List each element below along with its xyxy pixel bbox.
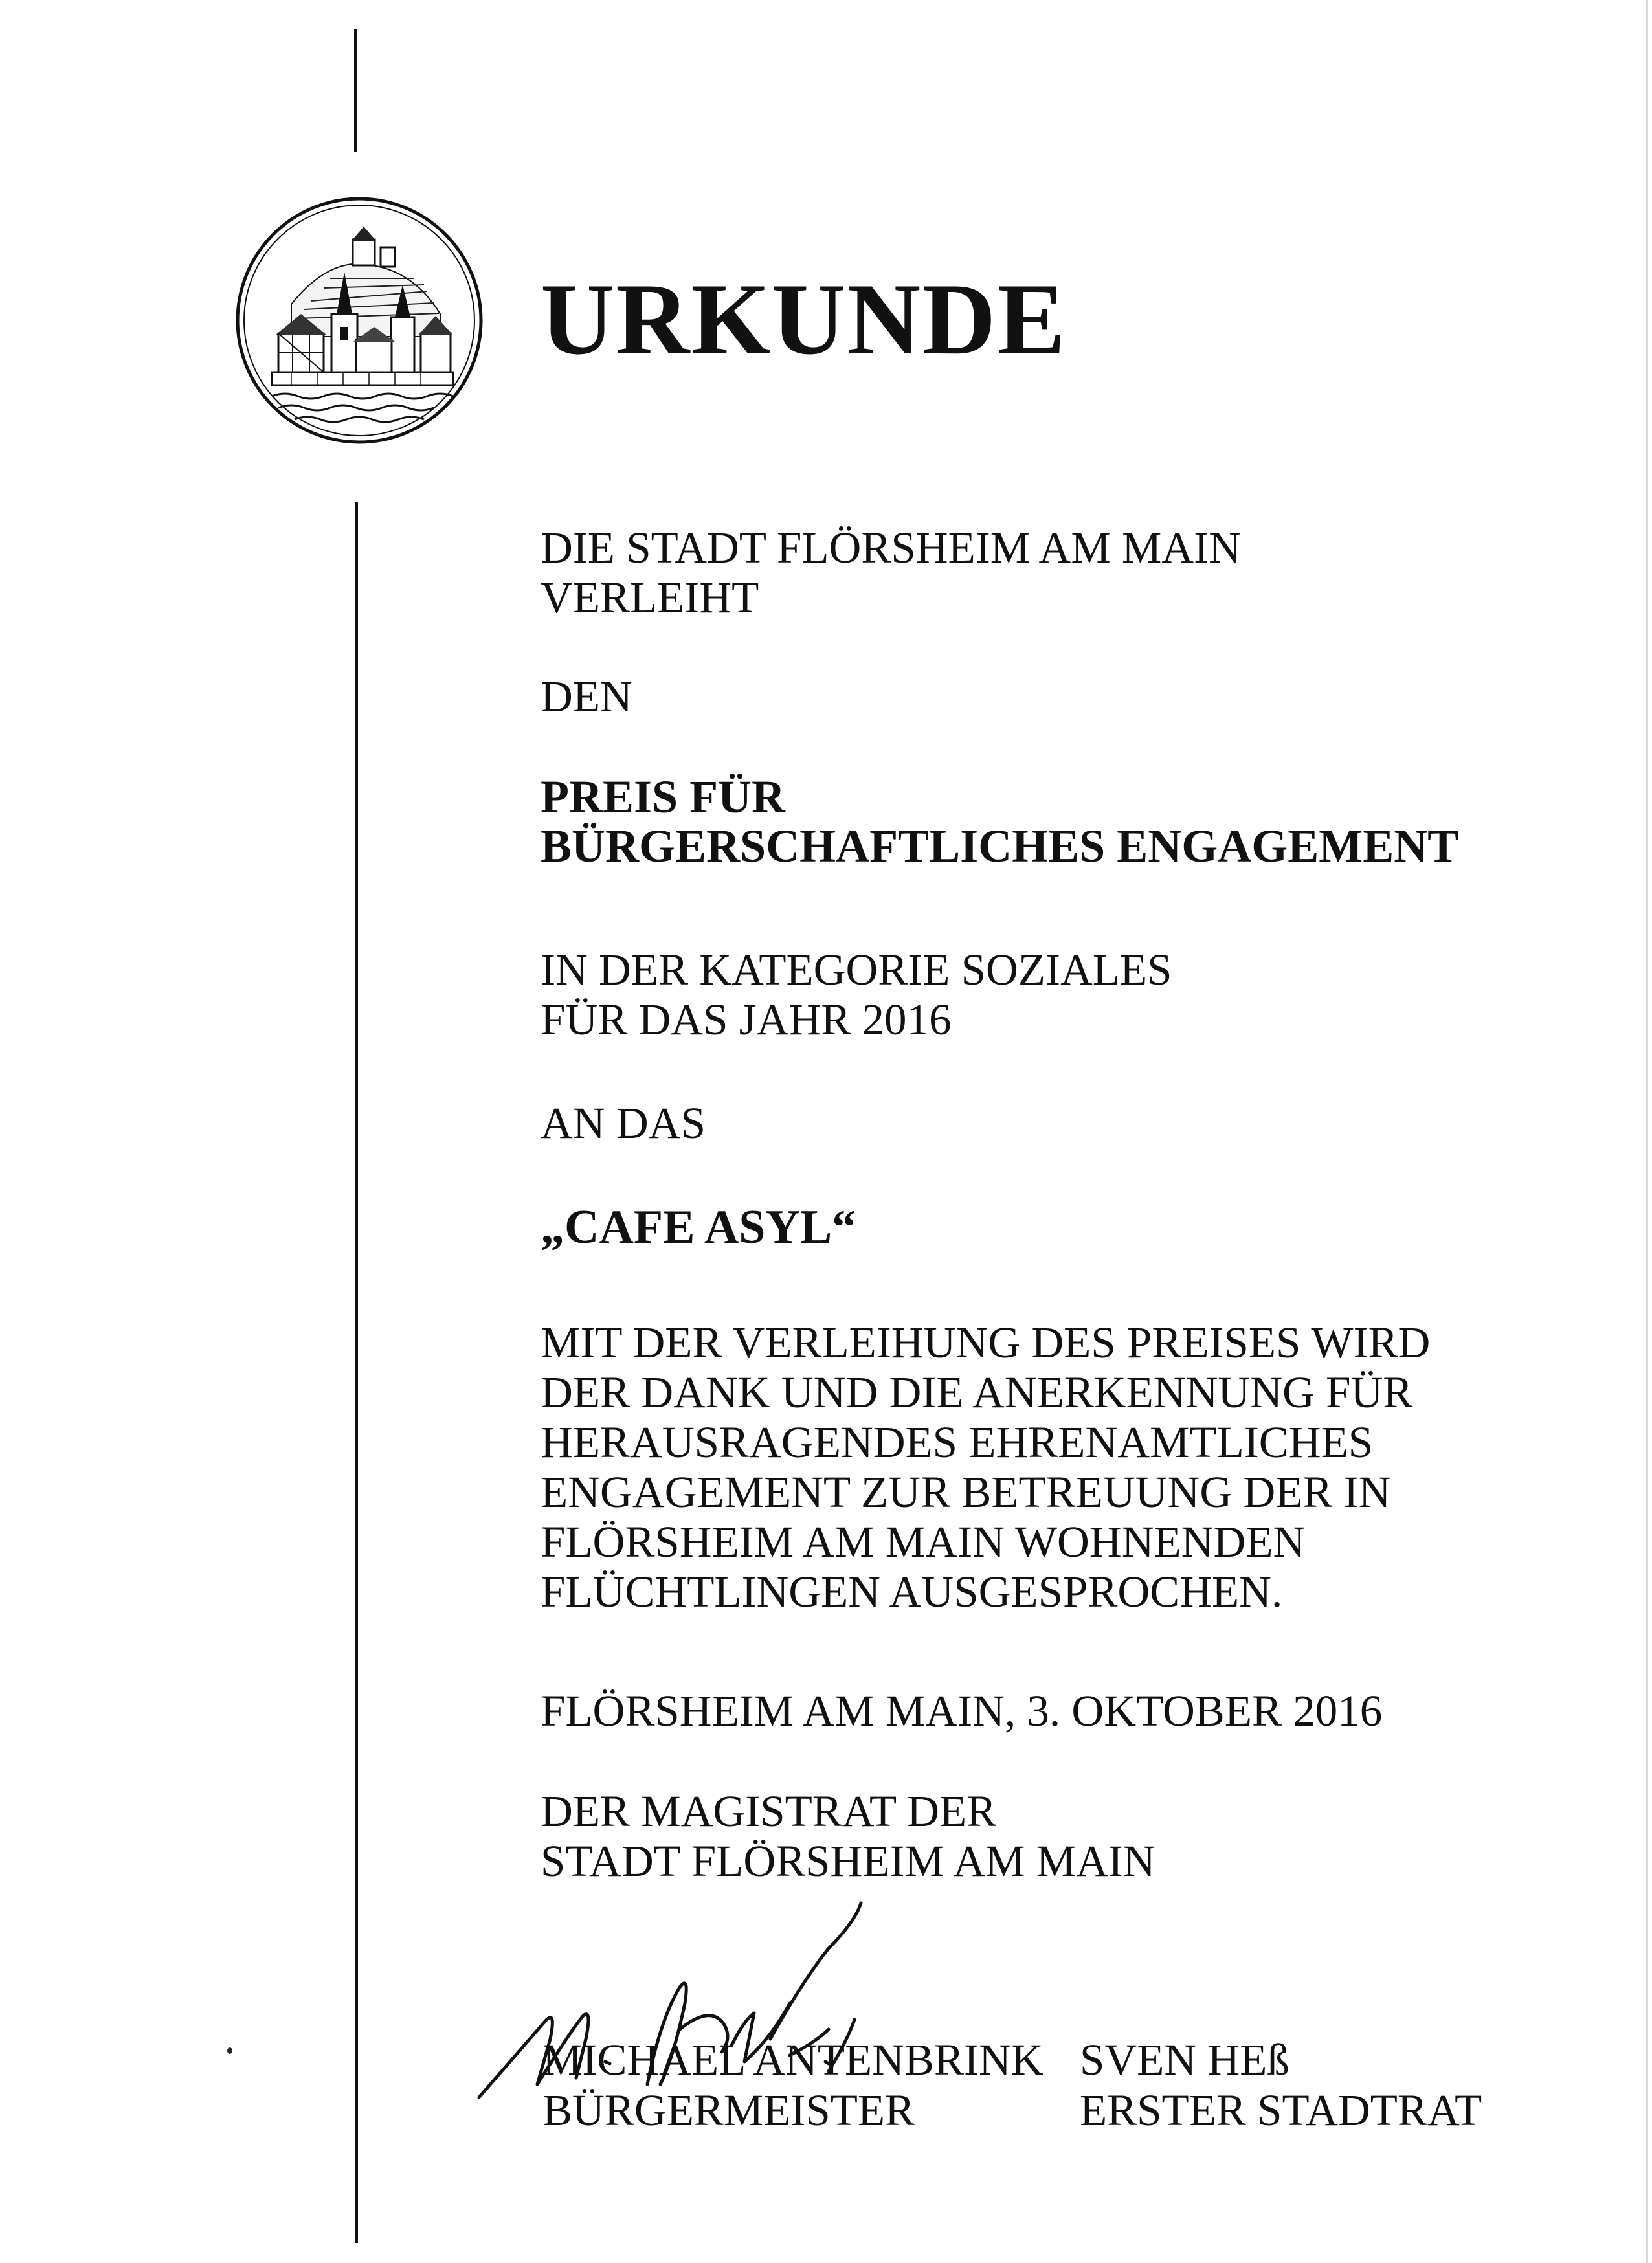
- category-line: FÜR DAS JAHR 2016: [541, 995, 952, 1044]
- article-text: DEN: [541, 672, 632, 721]
- certificate-title: URKUNDE: [541, 263, 1067, 376]
- authority-line: STADT FLÖRSHEIM AM MAIN: [541, 1836, 1155, 1886]
- signatory-name: SVEN HEß: [1080, 2035, 1289, 2084]
- statement-line: FLÜCHTLINGEN AUSGESPROCHEN.: [541, 1567, 1283, 1616]
- issuer-block: [541, 523, 1241, 623]
- statement-line: DER DANK UND DIE ANERKENNUNG FÜR: [541, 1368, 1413, 1417]
- signatory-role: ERSTER STADTRAT: [1080, 2086, 1482, 2135]
- award-line: BÜRGERSCHAFTLICHES ENGAGEMENT: [541, 820, 1459, 872]
- issuer-line: DIE STADT FLÖRSHEIM AM MAIN: [541, 523, 1241, 572]
- award-line: PREIS FÜR: [541, 771, 786, 823]
- place-date: FLÖRSHEIM AM MAIN, 3. OKTOBER 2016: [541, 1686, 1383, 1735]
- award-name: [541, 772, 1458, 871]
- authority-block: [541, 1787, 1155, 1886]
- signatory-right: [1080, 2034, 1482, 2135]
- statement-line: HERAUSRAGENDES EHRENAMTLICHES: [541, 1418, 1374, 1467]
- category-line: IN DER KATEGORIE SOZIALES: [541, 945, 1172, 994]
- town-seal-icon: [233, 194, 486, 447]
- statement-line: ENGAGEMENT ZUR BETREUUNG DER IN: [541, 1467, 1391, 1517]
- page-edge: [1646, 0, 1648, 2263]
- signatory-name: MICHAEL ANTENBRINK: [542, 2035, 1044, 2084]
- statement-block: [541, 1318, 1430, 1617]
- authority-line: DER MAGISTRAT DER: [541, 1787, 997, 1836]
- signatory-left: [542, 2034, 1044, 2135]
- margin-rule-top: [354, 29, 357, 152]
- statement-line: FLÖRSHEIM AM MAIN WOHNENDEN: [541, 1517, 1306, 1566]
- statement-line: MIT DER VERLEIHUNG DES PREISES WIRD: [541, 1318, 1431, 1367]
- issuer-line: VERLEIHT: [541, 573, 759, 622]
- recipient-intro: AN DAS: [541, 1098, 706, 1148]
- ink-speck: [227, 2047, 232, 2054]
- signatory-role: BÜRGERMEISTER: [542, 2086, 915, 2135]
- category-block: [541, 945, 1172, 1045]
- recipient-name: „CAFE ASYL“: [541, 1201, 856, 1254]
- margin-rule-main: [355, 502, 358, 2243]
